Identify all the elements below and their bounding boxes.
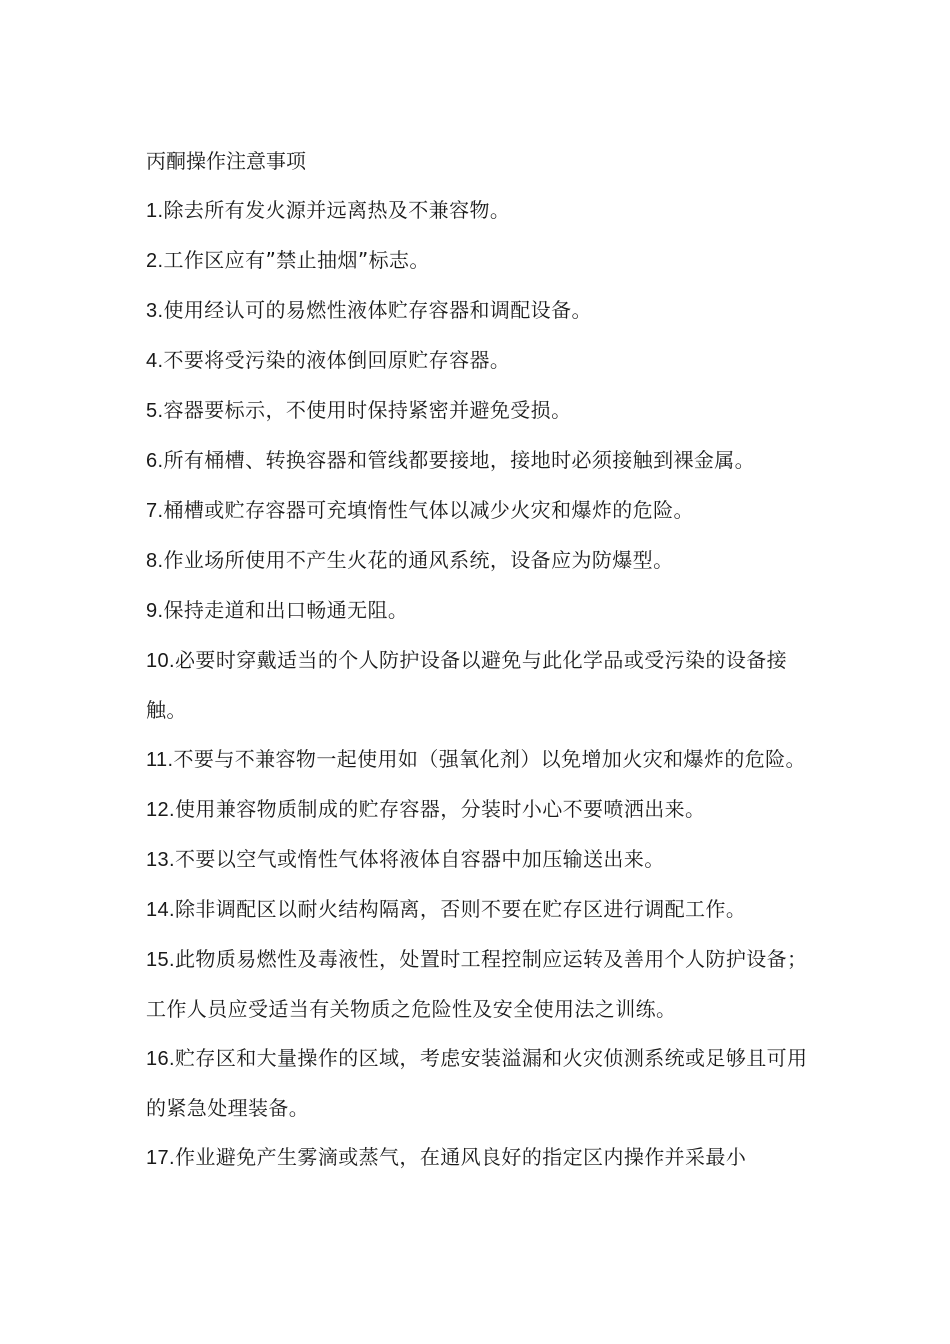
precaution-number: 7. (146, 500, 164, 522)
precaution-number: 1. (146, 200, 164, 222)
precaution-text: 必要时穿戴适当的个人防护设备以避免与此化学品或受污染的设备接触。 (146, 648, 788, 722)
precaution-item (146, 586, 816, 636)
precaution-number: 2. (146, 250, 164, 272)
precaution-item (146, 636, 816, 735)
precaution-item (146, 735, 816, 785)
precaution-number: 3. (146, 300, 164, 322)
precaution-text: 不要以空气或惰性气体将液体自容器中加压输送出来。 (175, 847, 665, 871)
precaution-item (146, 286, 816, 336)
precaution-item (146, 885, 816, 935)
precaution-text: 使用兼容物质制成的贮存容器，分装时小心不要喷洒出来。 (175, 797, 706, 821)
precaution-text: 作业避免产生雾滴或蒸气，在通风良好的指定区内操作并采最小 (175, 1145, 747, 1169)
precaution-text: 容器要标示，不使用时保持紧密并避免受损。 (163, 398, 572, 422)
precaution-number: 4. (146, 350, 164, 372)
precaution-item (146, 1034, 816, 1133)
precaution-item (146, 186, 816, 236)
precaution-number: 17. (146, 1147, 176, 1169)
precaution-number: 14. (146, 899, 176, 921)
precaution-text: 除非调配区以耐火结构隔离，否则不要在贮存区进行调配工作。 (175, 897, 747, 921)
precaution-item (146, 785, 816, 835)
precaution-item (146, 236, 816, 286)
precaution-text: 使用经认可的易燃性液体贮存容器和调配设备。 (163, 298, 592, 322)
precaution-text: 贮存区和大量操作的区域，考虑安装溢漏和火灾侦测系统或足够且可用的紧急处理装备。 (146, 1046, 808, 1120)
precaution-item (146, 486, 816, 536)
precaution-text: 工作区应有”禁止抽烟”标志。 (163, 248, 430, 272)
precaution-item (146, 536, 816, 586)
precaution-item (146, 386, 816, 436)
document-body (146, 137, 816, 1183)
precaution-number: 5. (146, 400, 164, 422)
precaution-text: 作业场所使用不产生火花的通风系统，设备应为防爆型。 (163, 548, 674, 572)
precaution-number: 12. (146, 799, 176, 821)
precaution-item (146, 835, 816, 885)
precaution-number: 8. (146, 550, 164, 572)
precaution-text: 保持走道和出口畅通无阻。 (163, 598, 409, 622)
precaution-number: 11. (146, 749, 174, 771)
precaution-item (146, 436, 816, 486)
precaution-item (146, 336, 816, 386)
precaution-item (146, 1133, 816, 1183)
precaution-text: 不要将受污染的液体倒回原贮存容器。 (163, 348, 511, 372)
precaution-text: 除去所有发火源并远离热及不兼容物。 (163, 198, 511, 222)
precaution-number: 15. (146, 949, 176, 971)
precaution-number: 13. (146, 849, 176, 871)
document-title: 丙酮操作注意事项 (146, 149, 306, 173)
precaution-text: 不要与不兼容物一起使用如（强氧化剂）以免增加火灾和爆炸的危险。 (173, 747, 806, 771)
precaution-number: 6. (146, 450, 164, 472)
precaution-number: 16. (146, 1048, 176, 1070)
precaution-number: 10. (146, 650, 176, 672)
precaution-text: 所有桶槽、转换容器和管线都要接地，接地时必须接触到裸金属。 (163, 448, 756, 472)
precaution-list (146, 186, 816, 1183)
precaution-text: 桶槽或贮存容器可充填惰性气体以减少火灾和爆炸的危险。 (163, 498, 694, 522)
precaution-item (146, 935, 816, 1034)
precaution-number: 9. (146, 600, 164, 622)
precaution-text: 此物质易燃性及毒液性，处置时工程控制应运转及善用个人防护设备；工作人员应受适当有关物质之危险性及安全使用法之训练。 (146, 947, 808, 1021)
